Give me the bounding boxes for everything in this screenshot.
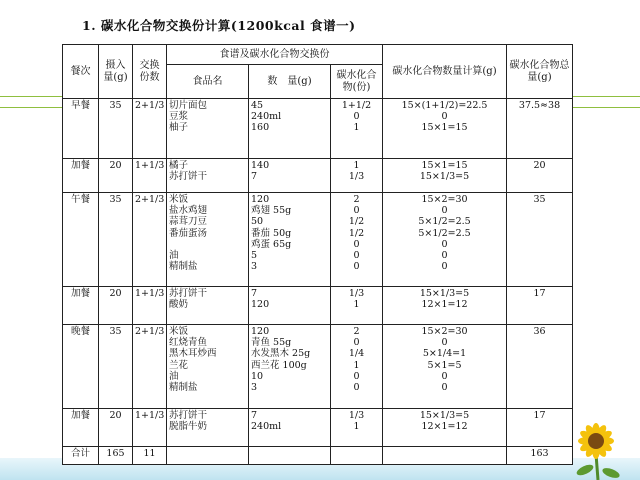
food-name-cell [167, 159, 249, 193]
amount-line: 鸡蛋 65g [251, 238, 292, 250]
carb-units-line: 1+1/2 [341, 100, 372, 111]
carb-units-line: 1 [353, 160, 360, 171]
carb-calc-line: 0 [441, 261, 448, 273]
amount-cell [249, 99, 331, 159]
food-name-cell [167, 99, 249, 159]
carb-calc-line: 15×1=15 [421, 122, 468, 134]
header-carb-calc: 碳水化合物数量计算(g) [383, 45, 507, 99]
food-name-line: 苏打饼干 [169, 171, 208, 183]
carb-calc-cell [383, 193, 507, 287]
carb-units-line: 1/3 [348, 410, 365, 421]
carb-units-line: 1/4 [348, 348, 365, 360]
carb-total-cell: 20 [507, 159, 573, 193]
carb-calc-line: 5×1/2=2.5 [418, 227, 471, 239]
amount-line: 45 [251, 100, 264, 111]
sunflower-decoration [563, 420, 633, 480]
intake-cell: 20 [99, 159, 133, 193]
header-carb-total: 碳水化合物总量(g) [507, 45, 573, 99]
summary-intake: 165 [99, 447, 133, 465]
carb-units-cell [331, 325, 383, 409]
carb-units-cell [331, 193, 383, 287]
carb-calc-line: 15×(1+1/2)=22.5 [401, 100, 488, 111]
meal-cell: 早餐 [63, 99, 99, 159]
food-name-line: 脱脂牛奶 [169, 421, 208, 433]
table-row [63, 287, 573, 325]
summary-total: 163 [507, 447, 573, 465]
amount-cell [249, 193, 331, 287]
carb-calc-line: 0 [441, 205, 448, 217]
amount-line: 3 [251, 382, 258, 394]
food-name-cell [167, 287, 249, 325]
food-name-line: 苏打饼干 [169, 410, 208, 421]
header-intake: 摄入量(g) [99, 45, 133, 99]
carb-units-line: 1 [353, 359, 360, 371]
intake-cell: 20 [99, 409, 133, 447]
amount-line: 160 [251, 122, 270, 134]
summary-label: 合计 [63, 447, 99, 465]
food-name-line: 米饭 [169, 194, 189, 205]
food-name-line [169, 239, 246, 250]
summary-empty [383, 447, 507, 465]
food-name-line: 蒜茸刀豆 [169, 216, 208, 228]
carb-units-line: 1/3 [348, 171, 365, 183]
food-name-line: 油 [169, 370, 179, 382]
carb-calc-line: 5×1/4=1 [422, 348, 467, 360]
amount-line: 120 [251, 194, 270, 205]
exchange-cell: 1+1/3 [133, 287, 167, 325]
carb-units-cell [331, 409, 383, 447]
carb-calc-line: 12×1=12 [421, 421, 468, 433]
amount-line: 3 [251, 261, 258, 273]
carb-units-line: 0 [353, 111, 360, 123]
food-name-line: 豆浆 [169, 111, 189, 123]
carb-calc-line: 15×1/3=5 [419, 288, 470, 299]
carb-calc-line: 0 [441, 250, 448, 262]
exchange-cell: 2+1/3 [133, 99, 167, 159]
food-name-line: 橘子 [169, 160, 189, 171]
amount-line: 50 [251, 216, 264, 228]
amount-line: 240ml [251, 111, 282, 123]
food-name-line: 番茄蛋汤 [169, 227, 208, 239]
summary-exchange: 11 [133, 447, 167, 465]
carb-units-line: 1/2 [348, 227, 365, 239]
amount-line: 120 [251, 326, 270, 337]
carb-total-cell: 37.5≈38 [507, 99, 573, 159]
amount-cell [249, 287, 331, 325]
intake-cell: 35 [99, 99, 133, 159]
table-row [63, 159, 573, 193]
amount-cell [249, 325, 331, 409]
carb-calc-line: 12×1=12 [421, 299, 468, 311]
header-exchange: 交换份数 [133, 45, 167, 99]
amount-line: 青鱼 55g [251, 337, 292, 349]
carb-units-line: 0 [353, 370, 360, 382]
intake-cell: 20 [99, 287, 133, 325]
amount-line: 鸡翅 55g [251, 205, 292, 217]
header-group: 食谱及碳水化合物交换份 [167, 45, 383, 65]
food-name-line: 黑木耳炒西 [169, 348, 217, 360]
carb-calc-line: 5×1=5 [427, 359, 462, 371]
meal-cell: 晚餐 [63, 325, 99, 409]
food-name-cell [167, 193, 249, 287]
carb-units-cell [331, 287, 383, 325]
carb-units-line: 2 [353, 326, 360, 337]
carb-units-line: 0 [353, 238, 360, 250]
food-name-line: 油 [169, 250, 179, 262]
carb-calc-line: 0 [441, 370, 448, 382]
exchange-cell: 2+1/3 [133, 325, 167, 409]
carb-calc-line: 15×2=30 [421, 326, 468, 337]
amount-line: 水发黑木 25g [251, 348, 311, 360]
carb-total-cell: 36 [507, 325, 573, 409]
food-name-cell [167, 325, 249, 409]
carb-units-line: 1/3 [348, 288, 365, 299]
amount-line: 5 [251, 250, 258, 262]
amount-line: 7 [251, 288, 258, 299]
food-name-line: 盐水鸡翅 [169, 205, 208, 217]
carb-calc-cell [383, 325, 507, 409]
carb-calc-line: 15×1/3=5 [419, 171, 470, 183]
amount-line: 140 [251, 160, 270, 171]
summary-empty [167, 447, 249, 465]
carb-calc-line: 15×2=30 [421, 194, 468, 205]
carb-units-line: 0 [353, 250, 360, 262]
carb-calc-cell [383, 159, 507, 193]
carb-calc-line: 15×1=15 [421, 160, 468, 171]
food-name-line: 柚子 [169, 122, 189, 134]
amount-line: 番茄 50g [251, 227, 292, 239]
carb-units-line: 0 [353, 337, 360, 349]
exchange-cell: 1+1/3 [133, 409, 167, 447]
intake-cell: 35 [99, 325, 133, 409]
carb-total-cell: 17 [507, 287, 573, 325]
food-name-line: 酸奶 [169, 299, 189, 311]
meal-cell: 加餐 [63, 287, 99, 325]
carb-units-cell [331, 99, 383, 159]
food-name-line: 精制盐 [169, 382, 198, 394]
food-name-cell [167, 409, 249, 447]
food-name-line: 米饭 [169, 326, 189, 337]
carb-units-line: 1/2 [348, 216, 365, 228]
carb-units-line: 1 [353, 299, 360, 311]
carb-calc-line: 15×1/3=5 [419, 410, 470, 421]
meal-cell: 加餐 [63, 409, 99, 447]
table-row [63, 325, 573, 409]
carb-calc-cell [383, 287, 507, 325]
food-name-line: 兰花 [169, 359, 189, 371]
carb-units-line: 0 [353, 382, 360, 394]
page-title: 1. 碳水化合物交换份计算(1200kcal 食谱一) [82, 18, 356, 33]
table-row [63, 193, 573, 287]
food-name-line: 苏打饼干 [169, 288, 208, 299]
intake-cell: 35 [99, 193, 133, 287]
summary-empty [331, 447, 383, 465]
meal-cell: 午餐 [63, 193, 99, 287]
food-name-line: 切片面包 [169, 100, 208, 111]
exchange-cell: 2+1/3 [133, 193, 167, 287]
carb-units-line: 1 [353, 421, 360, 433]
carb-exchange-table [62, 44, 573, 465]
carb-calc-line: 0 [441, 382, 448, 394]
amount-line: 7 [251, 410, 258, 421]
amount-line: 120 [251, 299, 270, 311]
amount-line: 240ml [251, 421, 282, 433]
food-name-line: 红烧青鱼 [169, 337, 208, 349]
carb-calc-cell [383, 409, 507, 447]
amount-line: 7 [251, 171, 258, 183]
meal-cell: 加餐 [63, 159, 99, 193]
header-food-name: 食品名 [167, 65, 249, 99]
carb-units-line: 1 [353, 122, 360, 134]
carb-units-line: 2 [353, 194, 360, 205]
header-meal: 餐次 [63, 45, 99, 99]
amount-cell [249, 159, 331, 193]
carb-total-cell: 17 [507, 409, 573, 447]
amount-cell [249, 409, 331, 447]
exchange-cell: 1+1/3 [133, 159, 167, 193]
carb-calc-line: 5×1/2=2.5 [418, 216, 471, 228]
carb-calc-cell [383, 99, 507, 159]
carb-calc-line: 0 [441, 238, 448, 250]
summary-row [63, 447, 573, 465]
carb-calc-line: 0 [441, 337, 448, 349]
table-row [63, 99, 573, 159]
summary-empty [249, 447, 331, 465]
table-row [63, 409, 573, 447]
carb-total-cell: 35 [507, 193, 573, 287]
food-name-line: 精制盐 [169, 261, 198, 273]
amount-line: 10 [251, 370, 264, 382]
amount-line: 西兰花 100g [251, 359, 307, 371]
carb-calc-line: 0 [441, 111, 448, 123]
header-carb-units: 碳水化合物(份) [331, 65, 383, 99]
header-amount: 数 量(g) [249, 65, 331, 99]
carb-units-line: 0 [353, 205, 360, 217]
carb-units-line: 0 [353, 261, 360, 273]
carb-units-cell [331, 159, 383, 193]
